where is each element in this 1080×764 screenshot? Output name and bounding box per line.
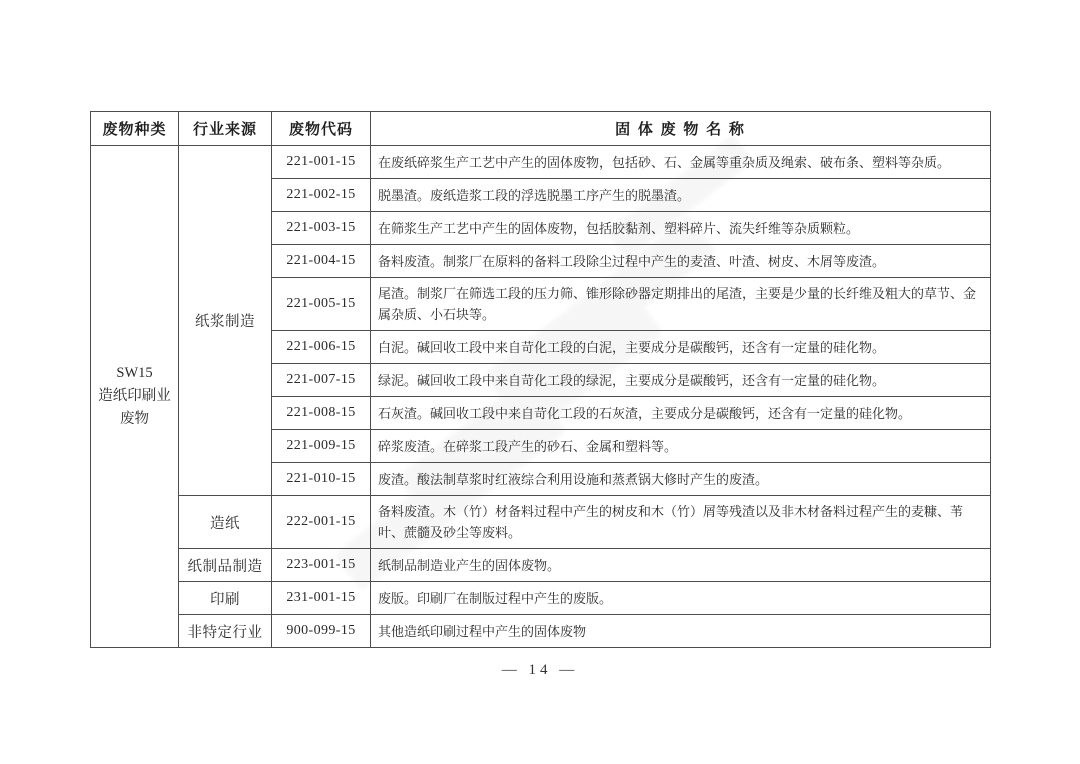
page-number: — 14 —	[501, 662, 579, 678]
header-industry-source: 行业来源	[179, 112, 272, 146]
name-cell: 在废纸碎浆生产工艺中产生的固体废物，包括砂、石、金属等重杂质及绳索、破布条、塑料等杂质。	[371, 146, 991, 179]
code-cell: 221-007-15	[272, 364, 371, 397]
name-cell: 其他造纸印刷过程中产生的固体废物	[371, 615, 991, 648]
table-row	[91, 496, 991, 549]
name-cell: 脱墨渣。废纸造浆工段的浮选脱墨工序产生的脱墨渣。	[371, 179, 991, 212]
code-cell: 221-003-15	[272, 212, 371, 245]
code-cell: 221-006-15	[272, 331, 371, 364]
waste-category-cell	[91, 146, 179, 648]
waste-category-line: SW15	[116, 365, 153, 381]
code-cell: 221-004-15	[272, 245, 371, 278]
code-cell: 221-009-15	[272, 430, 371, 463]
code-cell: 221-010-15	[272, 463, 371, 496]
header-waste-name: 固 体 废 物 名 称	[371, 112, 991, 146]
header-waste-category: 废物种类	[91, 112, 179, 146]
table-row	[91, 582, 991, 615]
code-cell: 221-008-15	[272, 397, 371, 430]
industry-cell: 印刷	[179, 582, 272, 615]
code-cell: 221-001-15	[272, 146, 371, 179]
name-cell: 废渣。酸法制草浆时红液综合利用设施和蒸煮锅大修时产生的废渣。	[371, 463, 991, 496]
name-cell: 废版。印刷厂在制版过程中产生的废版。	[371, 582, 991, 615]
name-cell: 在筛浆生产工艺中产生的固体废物，包括胶黏剂、塑料碎片、流失纤维等杂质颗粒。	[371, 212, 991, 245]
header-waste-code: 废物代码	[272, 112, 371, 146]
waste-category-line: 造纸印刷业	[98, 388, 171, 404]
code-cell: 221-002-15	[272, 179, 371, 212]
code-cell: 223-001-15	[272, 549, 371, 582]
name-cell: 纸制品制造业产生的固体废物。	[371, 549, 991, 582]
code-cell: 900-099-15	[272, 615, 371, 648]
name-cell: 碎浆废渣。在碎浆工段产生的砂石、金属和塑料等。	[371, 430, 991, 463]
industry-cell: 纸浆制造	[179, 146, 272, 496]
industry-cell: 纸制品制造	[179, 549, 272, 582]
name-cell: 石灰渣。碱回收工段中来自苛化工段的石灰渣，主要成分是碳酸钙，还含有一定量的硅化物。	[371, 397, 991, 430]
industry-cell: 非特定行业	[179, 615, 272, 648]
code-cell: 221-005-15	[272, 278, 371, 331]
name-cell: 白泥。碱回收工段中来自苛化工段的白泥，主要成分是碳酸钙，还含有一定量的硅化物。	[371, 331, 991, 364]
code-cell: 231-001-15	[272, 582, 371, 615]
waste-category-line: 废物	[120, 411, 149, 427]
table-header-row	[91, 112, 991, 146]
name-cell: 绿泥。碱回收工段中来自苛化工段的绿泥，主要成分是碳酸钙，还含有一定量的硅化物。	[371, 364, 991, 397]
name-cell: 备料废渣。木（竹）材备料过程中产生的树皮和木（竹）屑等残渣以及非木材备料过程产生的麦糠、苇叶、蔗髓及砂尘等废料。	[371, 496, 991, 549]
table-row	[91, 549, 991, 582]
table-row	[91, 146, 991, 179]
industry-cell: 造纸	[179, 496, 272, 549]
table-row	[91, 615, 991, 648]
name-cell: 备料废渣。制浆厂在原料的备料工段除尘过程中产生的麦渣、叶渣、树皮、木屑等废渣。	[371, 245, 991, 278]
name-cell: 尾渣。制浆厂在筛选工段的压力筛、锥形除砂器定期排出的尾渣，主要是少量的长纤维及粗大的草节、金属杂质、小石块等。	[371, 278, 991, 331]
solid-waste-table	[90, 111, 991, 648]
code-cell: 222-001-15	[272, 496, 371, 549]
